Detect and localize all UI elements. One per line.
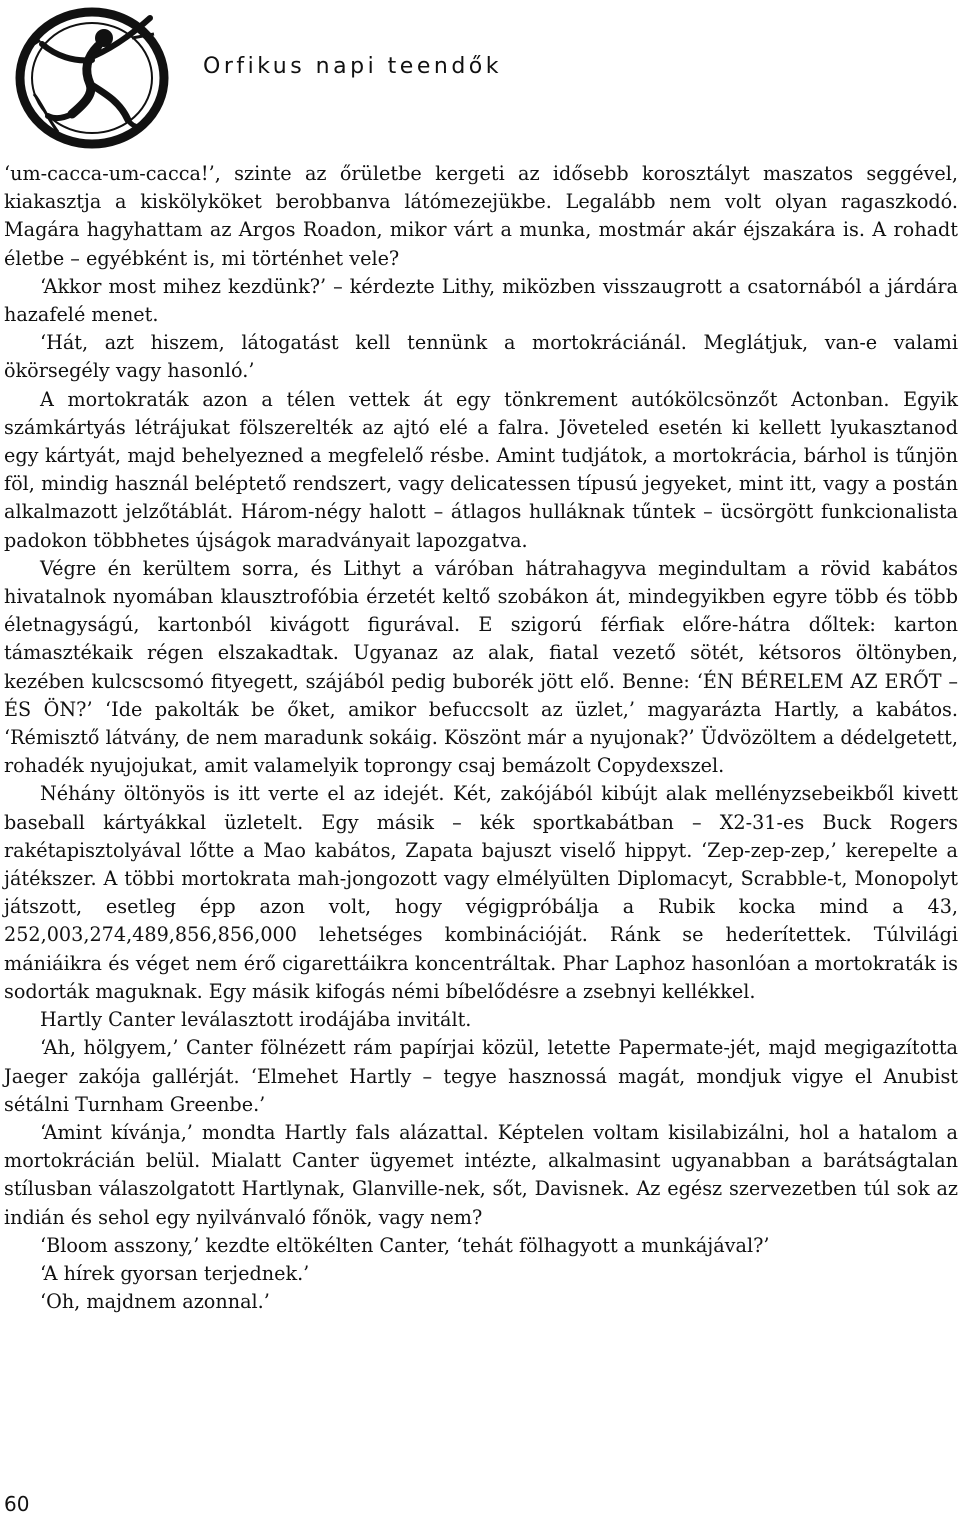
dancing-figure-seal-icon <box>12 4 172 149</box>
page-header <box>0 0 960 150</box>
paragraph: ‘Bloom asszony,’ kezdte eltökélten Canter, ‘tehát fölhagyott a munkájával?’ <box>40 1233 770 1257</box>
paragraph: ‘Amint kívánja,’ mondta Hartly fals alázattal. Képtelen voltam kisilabizálni, hol a hatalom a mortokrácián belül. Mialatt Canter ügyemet intézte, alkalmasint ugyanabban a barátságtalan stílusban válaszolgatott Hartlynak, Glanville-nek, sőt, Davisnek. Az egész szervezetben túl sok az indián és sehol egy nyilvánvaló főnök, vagy nem? <box>4 1120 958 1229</box>
paragraph: Végre én kerültem sorra, és Lithyt a váróban hátrahagyva megindultam a rövid kabátos hivatalnok nyomában klausztrofóbia érzetét keltő szobákon át, mindegyikben egyre több és több életnagyságú, kartonból kivágott figurával. E szigorú férfiak előre-hátra dőltek: karton támasztékaik régen elszakadtak. Ugyanaz az alak, fiatal vezető sötét, kétsoros öltönyben, kezében kulcscsomó fityegett, szájából pedig buborék jött elő. Benne: ‘ÉN BÉRELEM AZ ERŐT – ÉS ÖN?’ ‘Ide pakolták be őket, amikor befuccsolt az üzlet,’ magyarázta Hartly, a kabátos. ‘Rémisztő látvány, de nem maradunk sokáig. Köszönt már a nyujonak?’ Üdvözöltem a dédelgetett, rohadék nyujojukat, amit valamelyik toprongy csaj bemázolt Copydexszel. <box>4 556 958 778</box>
paragraph: A mortokraták azon a télen vettek át egy tönkrement autókölcsönzőt Actonban. Egyik számkártyás létrájukat fölszerelték az ajtó elé a falra. Jöveteled esetén ki kellett lyukasztanod egy kártyát, majd behelyezned a megfelelő résbe. Amint tudjátok, a mortokrácia, bárhol is tűnjön föl, mindig használ beléptető rendszert, vagy delicatessen típusú jegyeket, mint itt, vagy a postán alkalmazott jelzőtáblát. Három-négy halott – átlagos hulláknak tűntek – ücsörgött funkcionalista padokon többhetes újságok maradványait lapozgatva. <box>4 387 958 552</box>
paragraph: ‘A hírek gyorsan terjednek.’ <box>40 1261 310 1285</box>
body-text <box>4 160 958 1316</box>
paragraph: ‘Hát, azt hiszem, látogatást kell tennünk a mortokráciánál. Meglátjuk, van-e valami ökörsegély vagy hasonló.’ <box>4 331 958 383</box>
running-header-title: Orfikus napi teendők <box>203 54 502 79</box>
paragraph: ‘Ah, hölgyem,’ Canter fölnézett rám papírjai közül, letette Papermate-jét, majd megigazította Jaeger zakója gallérját. ‘Elmehet Hartly – tegye hasznossá magát, mondjuk vigye el Anubist sétálni Turnham Greenbe.’ <box>4 1036 958 1116</box>
paragraph: Néhány öltönyös is itt verte el az idejét. Két, zakójából kibújt alak mellényzsebeikből kivett baseball kártyákkal üzletelt. Egy másik – kék sportkabátban – X2-31-es Buck Rogers rakétapisztolyával lőtte a Mao kabátos, Zapata bajuszt viselő hippyt. ‘Zep-zep-zep,’ kerepelte a játékszer. A többi mortokrata mah-jongozott vagy elmélyülten Diplomacyt, Scrabble-t, Monopolyt játszott, esetleg épp azon volt, hogy végigpróbálja a Rubik kocka mind a 43, 252,003,274,489,856,856,000 lehetséges kombinációját. Ránk se hederítettek. Túlvilági mániáikra és véget nem érő cigarettáikra koncentráltak. Phar Laphoz hasonlóan a mortokraták is sodorták maguknak. Egy másik kifogás némi bíbelődésre a zsebnyi kellékkel. <box>4 782 958 1003</box>
page-number: 60 <box>4 1492 30 1516</box>
paragraph: ‘Akkor most mihez kezdünk?’ – kérdezte Lithy, miközben visszaugrott a csatornából a járdára hazafelé menet. <box>4 274 958 327</box>
paragraph: ‘Oh, majdnem azonnal.’ <box>40 1290 270 1314</box>
paragraph: Hartly Canter leválasztott irodájába invitált. <box>40 1008 472 1032</box>
paragraph: ‘um-cacca-um-cacca!’, szinte az őrületbe kergeti az idősebb korosztályt maszatos seggével, kiakasztja a kiskölyköket berobbanva látómezejükbe. Legalább nem volt olyan ragaszkodó. Magára hagyhattam az Argos Roadon, mikor várt a munka, mostmár akár éjszakára is. A rohadt életbe – egyébként is, mi történhet vele? <box>4 162 958 270</box>
